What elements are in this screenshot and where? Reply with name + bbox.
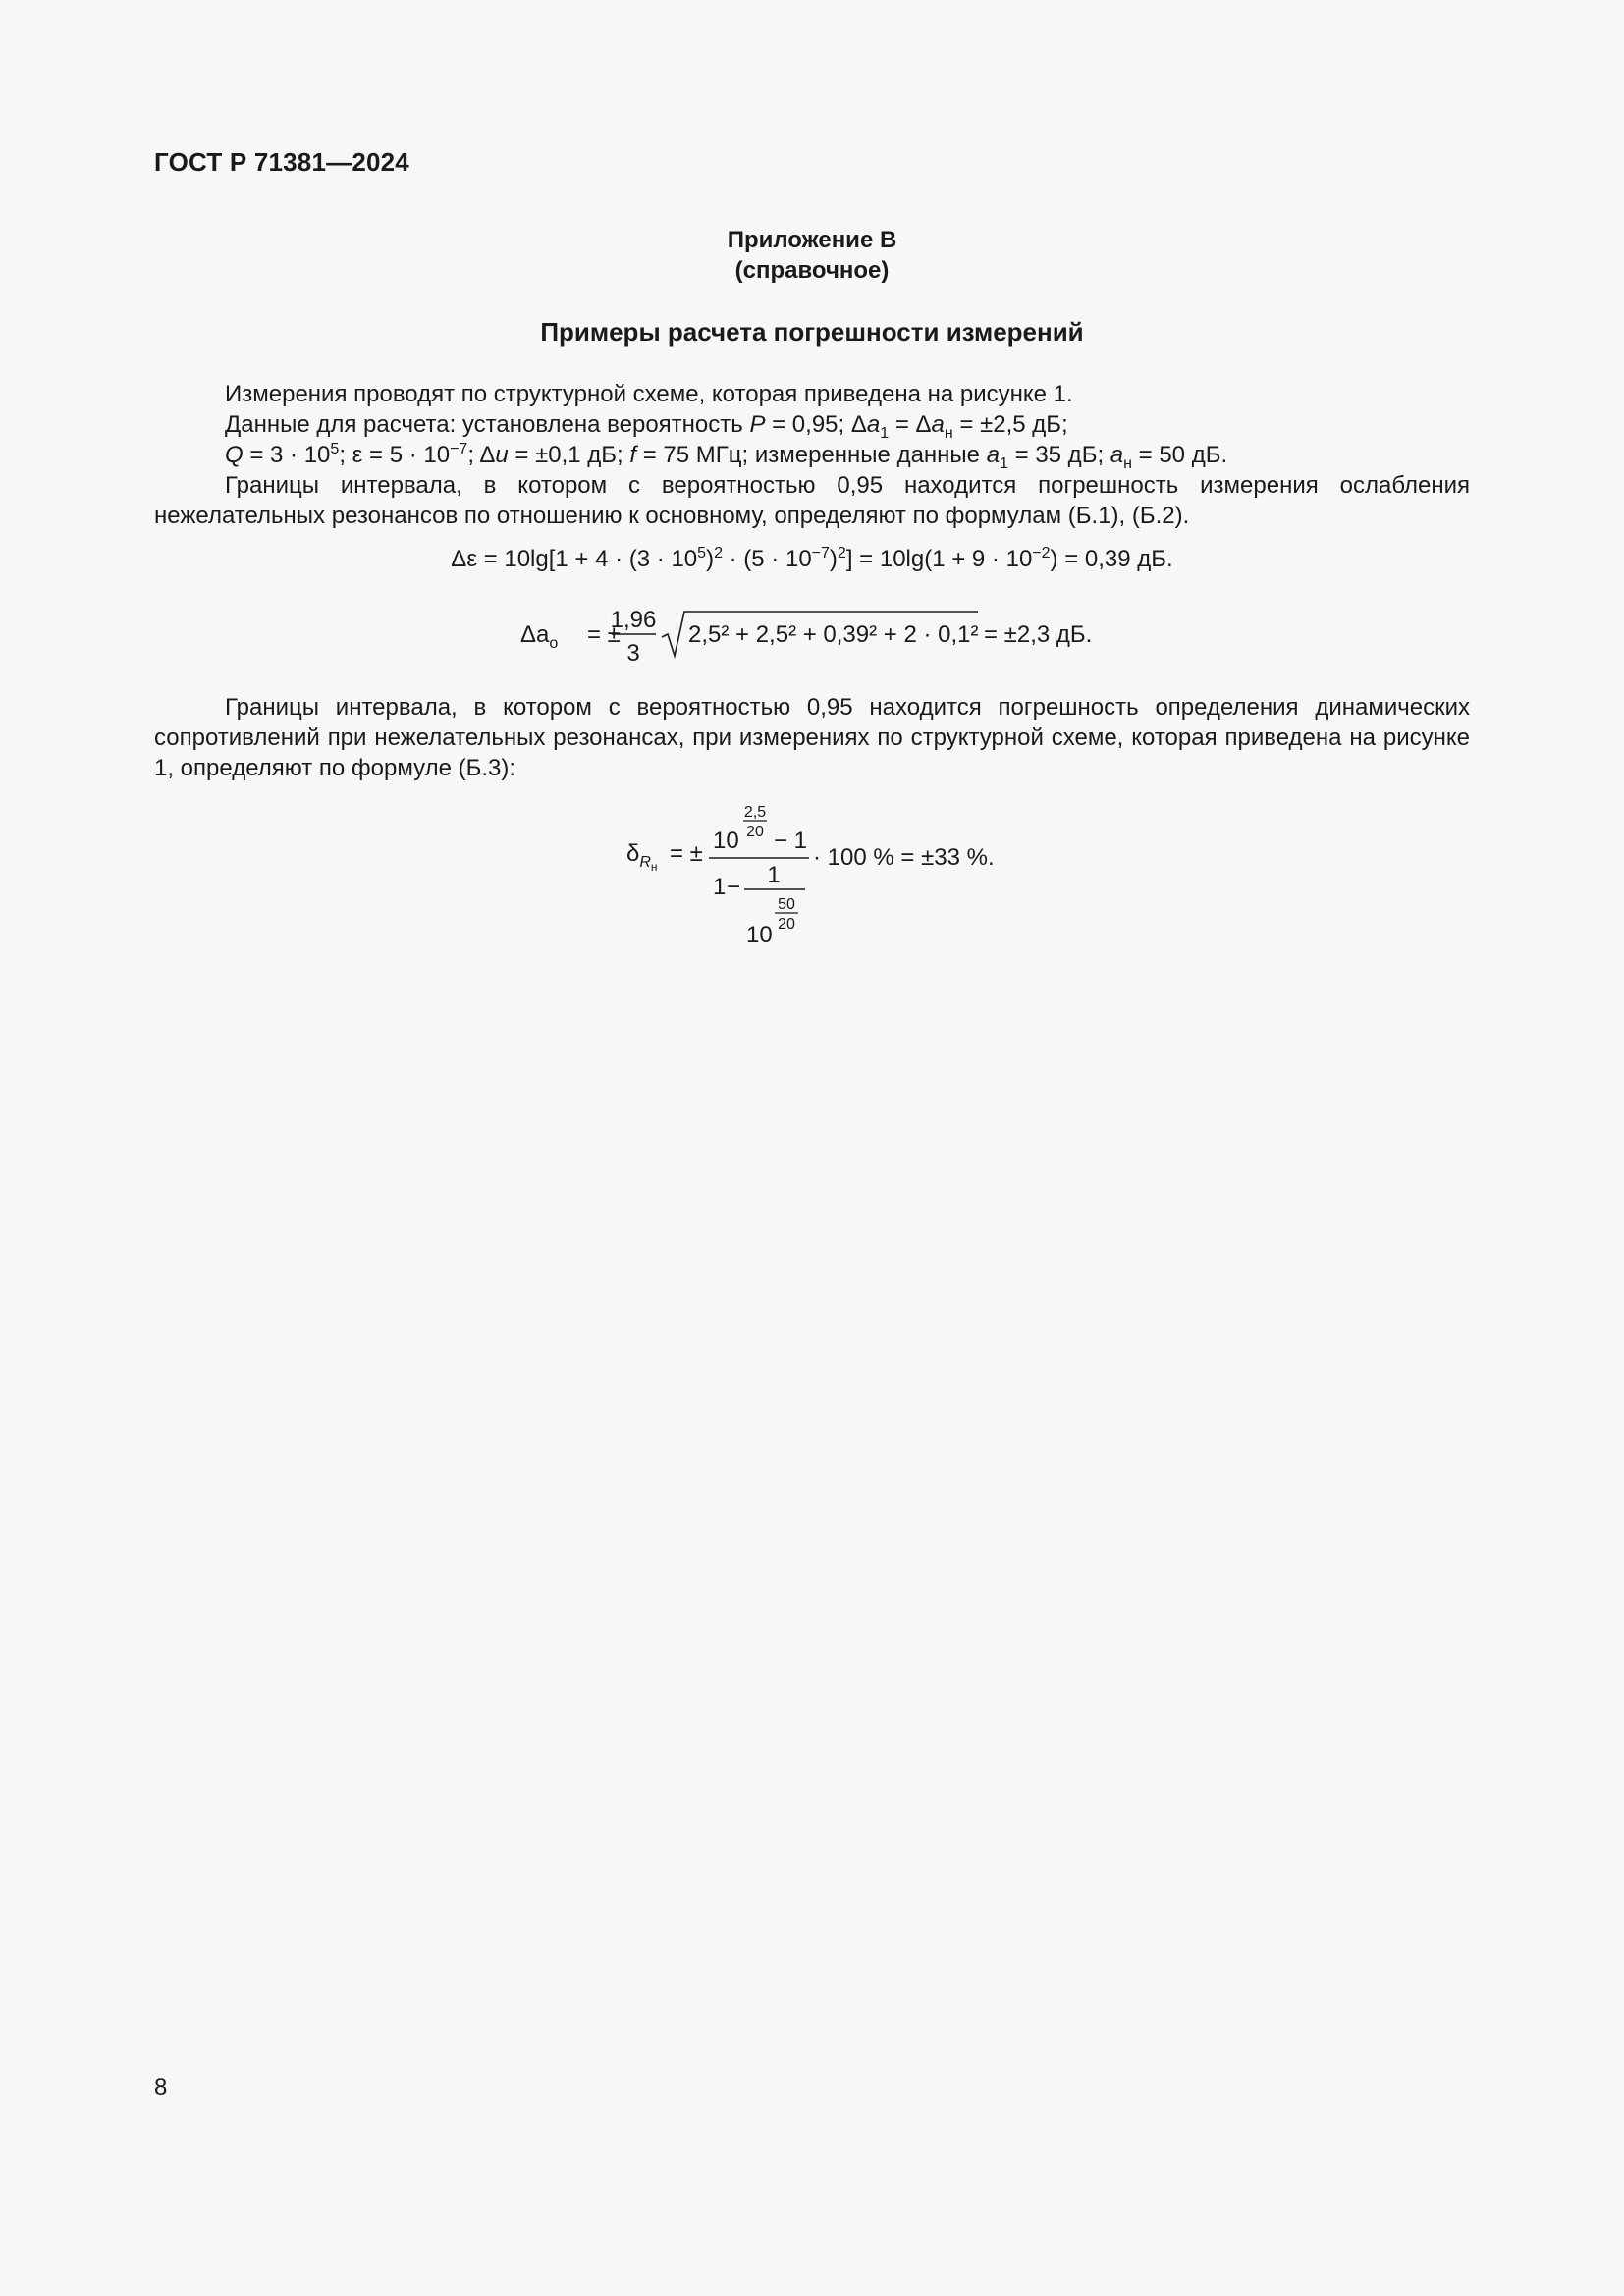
formula-pm: = ± xyxy=(587,621,621,648)
formula-result: = ±2,3 дБ. xyxy=(984,621,1093,648)
denominator-one: 1 xyxy=(713,874,727,900)
formula-lhs: $\delta_Rн$ xyxy=(626,840,658,874)
formula-lhs: $\Delta a_о$ xyxy=(520,621,559,652)
text: = 50 дБ. xyxy=(1131,442,1228,468)
appendix-type: (справочное) xyxy=(734,257,890,284)
numerator-base: 10 xyxy=(713,828,739,854)
superscript: 5 xyxy=(697,545,707,561)
text: · (5 · 10 xyxy=(722,546,812,572)
appendix-title: Приложение В xyxy=(727,227,897,253)
text: ) = 0,39 дБ. xyxy=(1050,546,1173,572)
text: = 0,95; Δ xyxy=(765,411,867,438)
text: Δε = 10lg[1 + 4 · (3 · 10 xyxy=(451,546,698,572)
fraction-denominator: 3 xyxy=(626,640,640,667)
text: ) xyxy=(706,546,715,572)
page-number: 8 xyxy=(154,2074,168,2101)
text: ] = 10lg(1 + 9 · 10 xyxy=(845,546,1033,572)
subscript: н xyxy=(1123,455,1132,472)
exp-denominator: 20 xyxy=(746,824,764,840)
inner-exp-numerator: 50 xyxy=(778,896,795,913)
radicand: 2,5² + 2,5² + 0,39² + 2 · 0,1² xyxy=(688,621,979,648)
text: = ±2,5 дБ; xyxy=(952,411,1068,438)
superscript: 2 xyxy=(837,545,846,561)
var-a: a xyxy=(986,442,1001,468)
document-code: ГОСТ Р 71381—2024 xyxy=(154,147,409,177)
inner-base: 10 xyxy=(746,922,773,948)
formula-tail: · 100 % = ±33 %. xyxy=(813,844,995,871)
paragraph-intervals-b3: Границы интервала, в котором с вероятностью 0,95 находится погрешность определения динамических сопротивлений при нежелательных резонансах, при измерениях по структурной схеме, которая приведена на рисунке 1, определяют по формуле (Б.3): xyxy=(154,694,1470,781)
section-title: Примеры расчета погрешности измерений xyxy=(540,317,1084,347)
var-a: a xyxy=(931,411,945,438)
text: ; ε = 5 · 10 xyxy=(339,442,451,468)
superscript: 2 xyxy=(714,545,723,561)
subscript: 1 xyxy=(1000,455,1008,472)
text: ; Δ xyxy=(467,442,496,468)
var-q: Q xyxy=(225,442,244,468)
paragraph-scheme: Измерения проводят по структурной схеме, которая приведена на рисунке 1. xyxy=(225,381,1073,407)
text: = Δ xyxy=(889,411,932,438)
text: = 75 МГц; измеренные данные xyxy=(636,442,987,468)
subscript: н xyxy=(944,425,953,442)
superscript: −7 xyxy=(811,545,830,561)
numerator-minus-one: − 1 xyxy=(774,828,808,854)
var-a: a xyxy=(866,411,881,438)
formula-pm: = ± xyxy=(670,840,703,867)
var-p: P xyxy=(749,411,766,438)
inner-exp-denominator: 20 xyxy=(778,916,795,933)
paragraph-data xyxy=(225,409,1068,440)
superscript: −2 xyxy=(1032,545,1051,561)
text: = 35 дБ; xyxy=(1007,442,1110,468)
paragraph-intervals-b1-b2: Границы интервала, в котором с вероятностью 0,95 находится погрешность измерения ослабления нежелательных резонансов по отношению к основному, определяют по формулам (Б.1), (Б.2). xyxy=(154,472,1470,529)
text: = ±0,1 дБ; xyxy=(508,442,630,468)
exp-numerator: 2,5 xyxy=(743,804,767,821)
paragraph-values xyxy=(225,440,1227,470)
superscript: −7 xyxy=(450,441,468,457)
var-f: f xyxy=(629,442,637,468)
formula-b1 xyxy=(0,544,1624,574)
var-a: a xyxy=(1110,442,1124,468)
denominator-minus: − xyxy=(727,874,741,900)
subscript: 1 xyxy=(880,425,890,442)
text: = 3 · 10 xyxy=(243,442,331,468)
formula-b2 xyxy=(511,594,1119,672)
text: ) xyxy=(829,546,838,572)
formula-b3 xyxy=(619,795,1031,952)
var-u: u xyxy=(495,442,509,468)
inner-numerator: 1 xyxy=(767,862,781,888)
fraction-numerator: 1,96 xyxy=(610,607,657,633)
superscript: 5 xyxy=(330,441,340,457)
text: Данные для расчета: установлена вероятность xyxy=(225,411,750,438)
